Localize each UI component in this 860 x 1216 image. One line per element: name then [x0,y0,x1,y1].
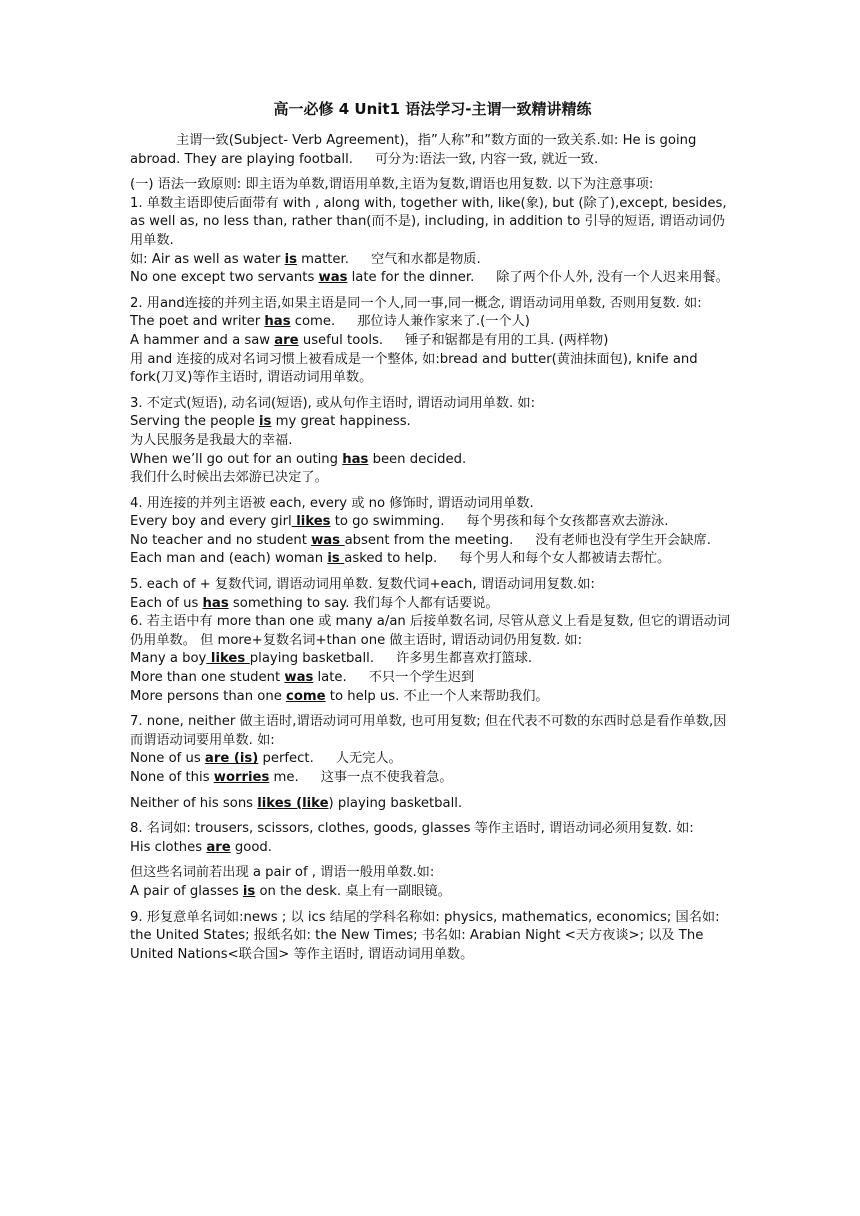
section-6-rule: 6. 若主语中有 more than one 或 many a/an 后接单数名词, 尽管从意义上看是复数, 但它的谓语动词仍用单数。 但 more+复数名词+than one 做主语时, 谓语动词仍用复数. 如: [130,614,731,648]
document-page [130,100,735,964]
predicate-verb: likes [206,651,250,667]
predicate-verb: is [284,251,297,267]
section-1-rule: 1. 单数主语即使后面带有 with , along with, together with, like(象), but (除了),except, besides, as well as, no less than, rather than(而不是), including, in addition to 引导的短语, 谓语动词仍用单数. [130,195,727,248]
example-sentence: More persons than one come to help us. 不止一个人来帮助我们。 [130,688,549,704]
section-1-heading: (一) 语法一致原则: 即主语为单数,谓语用单数,主语为复数,谓语也用复数. 以下为注意事项: [130,177,654,193]
predicate-verb: was [284,670,314,686]
example-sentence: Many a boy likes playing basketball. 许多男生都喜欢打篮球. [130,651,533,667]
example-sentence: 如: Air as well as water is matter. 空气和水都是物质. [130,251,481,267]
predicate-verb: is [327,551,345,567]
example-sentence: None of us are (is) perfect. 人无完人。 [130,751,402,767]
example-sentence: Each man and (each) woman is asked to help. 每个男人和每个女人都被请去帮忙。 [130,551,671,567]
predicate-verb: are [274,332,299,348]
example-translation: 我们什么时候出去郊游已决定了。 [130,470,328,486]
example-sentence: Each of us has something to say. 我们每个人都有话要说。 [130,595,499,611]
section-8-note: 但这些名词前若出现 a pair of , 谓语一般用单数.如: [130,865,435,881]
example-sentence: The poet and writer has come. 那位诗人兼作家来了.(一个人) [130,314,530,330]
predicate-verb: was [311,532,345,548]
example-sentence: Neither of his sons likes (like) playing basketball. [130,795,463,811]
example-sentence: A pair of glasses is on the desk. 桌上有一副眼镜。 [130,883,451,899]
section-9-rule: 9. 形复意单名词如:news ; 以 ics 结尾的学科名称如: physics, mathematics, economics; 国名如: the United States; 报纸名如: the New Times; 书名如: Arabian Night <天方夜谈>; 以及 The United Nations<联合国> 等作主语时, 谓语动词用单数。 [130,909,720,962]
example-sentence: More than one student was late. 不只一个学生迟到 [130,670,475,686]
predicate-verb: worries [213,770,270,785]
section-8-rule: 8. 名词如: trousers, scissors, clothes, goods, glasses 等作主语时, 谓语动词必须用复数. 如: [130,821,694,837]
predicate-verb: has [202,595,229,611]
example-sentence: Every boy and every girl likes to go swimming. 每个男孩和每个女孩都喜欢去游泳. [130,514,669,530]
example-sentence: A hammer and a saw are useful tools. 锤子和锯都是有用的工具. (两样物) [130,332,609,348]
example-sentence: No teacher and no student was absent from the meeting. 没有老师也没有学生开会缺席. [130,532,711,548]
document-title: 高一必修 4 Unit1 语法学习-主谓一致精讲精练 [273,100,592,118]
predicate-verb: is [259,414,272,430]
section-5-rule: 5. each of + 复数代词, 谓语动词用单数. 复数代词+each, 谓语动词用复数.如: [130,577,595,593]
predicate-verb: are [206,839,231,855]
example-sentence: No one except two servants was late for the dinner. 除了两个仆人外, 没有一个人迟来用餐。 [130,270,729,286]
predicate-verb: is [242,883,256,899]
predicate-verb: was [318,270,348,286]
example-sentence: When we’ll go out for an outing has been decided. [130,451,467,467]
section-2-rule: 2. 用and连接的并列主语,如果主语是同一个人,同一事,同一概念, 谓语动词用单数, 否则用复数. 如: [130,295,702,311]
intro-paragraph: 主谓一致(Subject- Verb Agreement)，指”人称”和”数方面的一致关系.如: He is going abroad. They are playing football. 可分为:语法一致, 内容一致, 就近一致. [130,133,697,167]
predicate-verb: likes (like [257,795,329,811]
predicate-verb: likes [291,514,331,530]
section-2-note: 用 and 连接的成对名词习惯上被看成是一个整体, 如:bread and butter(黄油抹面包), knife and fork(刀叉)等作主语时, 谓语动词用单数。 [130,351,698,386]
section-4-rule: 4. 用连接的并列主语被 each, every 或 no 修饰时, 谓语动词用单数. [130,495,534,511]
section-7-rule: 7. none, neither 做主语时,谓语动词可用单数, 也可用复数; 但在代表不可数的东西时总是看作单数,因而谓语动词要用单数. 如: [130,714,727,748]
predicate-verb: has [264,314,291,330]
predicate-verb: are (is) [204,751,259,767]
section-3-rule: 3. 不定式(短语), 动名词(短语), 或从句作主语时, 谓语动词用单数. 如: [130,395,536,411]
example-sentence: His clothes are good. [130,839,272,855]
predicate-verb: come [286,688,326,704]
example-sentence: None of this worries me. 这事一点不使我着急。 [130,770,453,785]
predicate-verb: has [342,451,369,467]
example-sentence: Serving the people is my great happiness. [130,414,411,430]
example-translation: 为人民服务是我最大的幸福. [130,432,293,448]
